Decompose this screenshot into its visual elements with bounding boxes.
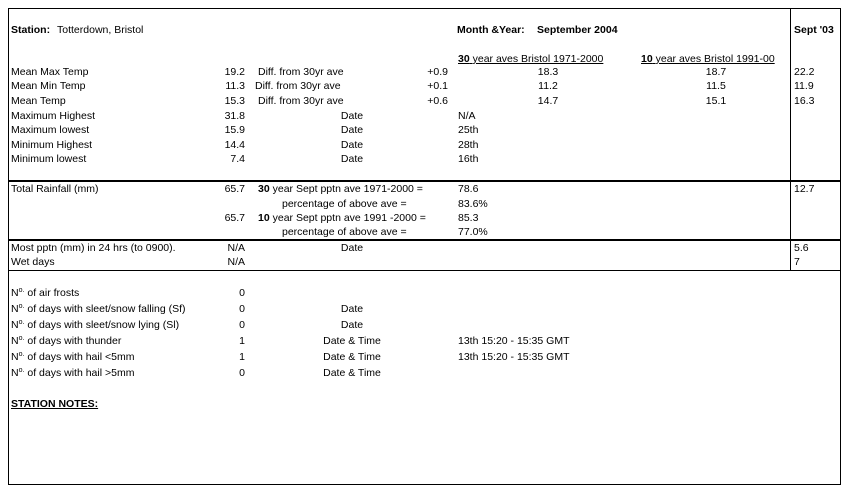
rainfall-pct2-label: percentage of above ave =	[282, 226, 407, 238]
count-label: $N^{o.}$ of days with hail <5mm	[11, 351, 135, 363]
count-date-label: Date	[340, 303, 364, 315]
count-label: $N^{o.}$ of air frosts	[11, 287, 80, 299]
extreme-value: 7.4	[230, 153, 245, 165]
count-label: $N^{o.}$ of days with sleet/snow lying (Sl)	[11, 319, 180, 331]
extreme-value: 15.9	[224, 124, 245, 136]
extreme-date-label: Date	[340, 153, 364, 165]
extreme-date: N/A	[458, 110, 476, 122]
outer-border-top	[8, 8, 841, 9]
count-date-label: Date & Time	[323, 335, 381, 347]
temp-diff-label: Diff. from 30yr ave	[258, 95, 344, 107]
extreme-value: 14.4	[224, 139, 245, 151]
rainfall-30yr-value: 78.6	[458, 183, 479, 195]
rainfall-pct1-value: 83.6%	[458, 198, 488, 210]
most-pptn-label: Most pptn (mm) in 24 hrs (to 0900).	[11, 242, 176, 254]
rainfall-pct2-value: 77.0%	[458, 226, 488, 238]
extreme-date-label: Date	[340, 124, 364, 136]
rainfall-value-2: 65.7	[224, 212, 245, 224]
temp-diff: +0.9	[427, 66, 448, 78]
rainfall-30yr-label: 30 year Sept pptn ave 1971-2000 =	[258, 183, 423, 195]
wet-days-prev: 7	[794, 256, 800, 268]
temp-ave10: 11.5	[706, 80, 726, 92]
temp-label: Mean Max Temp	[11, 66, 89, 78]
temp-ave30: 14.7	[537, 95, 559, 107]
temp-prev: 16.3	[794, 95, 815, 107]
temp-value: 11.3	[225, 80, 245, 92]
temp-diff: +0.6	[427, 95, 448, 107]
station-name: Totterdown, Bristol	[57, 24, 144, 36]
count-label: $N^{o.}$ of days with thunder	[11, 335, 122, 347]
temp-ave10: 15.1	[705, 95, 727, 107]
divider-rain-top	[8, 180, 841, 182]
count-value: 0	[239, 367, 245, 379]
rainfall-label: Total Rainfall (mm)	[11, 183, 99, 195]
extreme-date: 28th	[458, 139, 479, 151]
divider-counts-top	[8, 270, 841, 271]
prev-col-divider	[790, 8, 791, 271]
temp-ave30: 18.3	[537, 66, 559, 78]
extreme-label: Maximum lowest	[11, 124, 90, 136]
temp-ave30: 11.2	[538, 80, 558, 92]
extreme-date-label: Date	[340, 110, 364, 122]
wet-days-value: N/A	[227, 256, 245, 268]
extreme-date: 16th	[458, 153, 479, 165]
rainfall-value: 65.7	[224, 183, 245, 195]
most-pptn-date-label: Date	[340, 242, 364, 254]
count-value: 1	[239, 351, 245, 363]
count-date-label: Date & Time	[323, 367, 381, 379]
temp-diff-label: Diff. from 30yr ave	[258, 66, 344, 78]
count-value: 0	[239, 287, 245, 299]
count-date: 13th 15:20 - 15:35 GMT	[458, 351, 570, 363]
month-year-label: Month &Year:	[457, 24, 525, 36]
most-pptn-value: N/A	[227, 242, 245, 254]
count-label: $N^{o.}$ of days with sleet/snow falling (Sf)	[11, 303, 186, 315]
temp-value: 19.2	[224, 66, 245, 78]
station-notes-title: STATION NOTES:	[11, 398, 99, 410]
count-date: 13th 15:20 - 15:35 GMT	[458, 335, 570, 347]
temp-label: Mean Min Temp	[11, 80, 86, 92]
ave10-header: 10 year aves Bristol 1991-00	[641, 53, 775, 65]
outer-border-left	[8, 8, 9, 485]
extreme-label: Minimum Highest	[11, 139, 93, 151]
extreme-value: 31.8	[224, 110, 245, 122]
outer-border-right	[840, 8, 841, 485]
count-date-label: Date & Time	[323, 351, 381, 363]
temp-prev: 22.2	[794, 66, 815, 78]
count-label: $N^{o.}$ of days with hail >5mm	[11, 367, 135, 379]
rainfall-10yr-value: 85.3	[458, 212, 479, 224]
most-pptn-prev: 5.6	[794, 242, 809, 254]
temp-ave10: 18.7	[705, 66, 727, 78]
extreme-date-label: Date	[340, 139, 364, 151]
temp-prev: 11.9	[794, 80, 814, 92]
temp-diff: +0.1	[427, 80, 448, 92]
wet-days-label: Wet days	[11, 256, 55, 268]
month-year-value: September 2004	[537, 24, 618, 36]
temp-value: 15.3	[224, 95, 245, 107]
count-date-label: Date	[340, 319, 364, 331]
prev-col-title: Sept '03	[794, 24, 834, 36]
rainfall-pct1-label: percentage of above ave =	[282, 198, 407, 210]
extreme-date: 25th	[458, 124, 479, 136]
count-value: 1	[239, 335, 245, 347]
extreme-label: Minimum lowest	[11, 153, 87, 165]
extreme-label: Maximum Highest	[11, 110, 96, 122]
rainfall-10yr-label: 10 year Sept pptn ave 1991 -2000 =	[258, 212, 426, 224]
station-label: Station:	[11, 24, 51, 36]
outer-border-bottom	[8, 484, 841, 485]
rainfall-prev: 12.7	[794, 183, 815, 195]
count-value: 0	[239, 319, 245, 331]
temp-diff-label: Diff. from 30yr ave	[255, 80, 341, 92]
ave30-header: 30 year aves Bristol 1971-2000	[458, 53, 604, 65]
count-value: 0	[239, 303, 245, 315]
temp-label: Mean Temp	[11, 95, 66, 107]
divider-pptn-top	[8, 239, 841, 241]
